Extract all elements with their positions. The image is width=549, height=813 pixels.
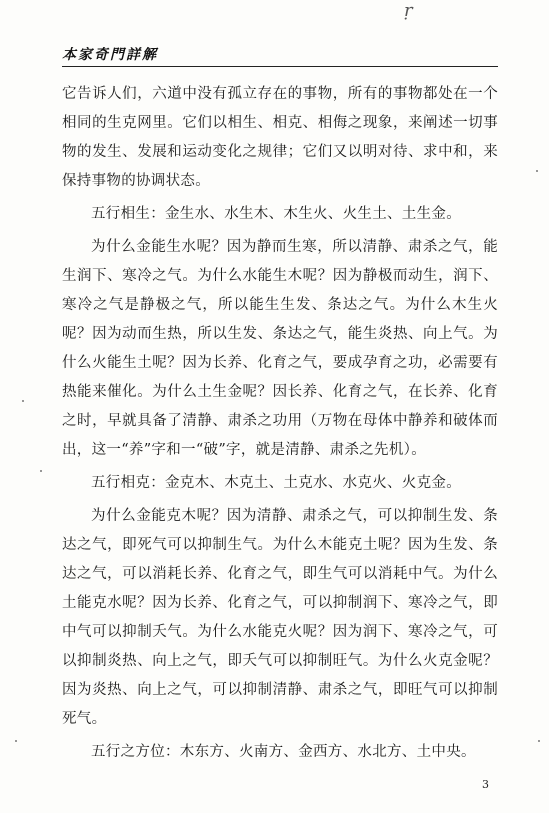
scan-speck: [22, 400, 24, 402]
scan-speck: [538, 740, 540, 742]
paragraph-2: 五行相生：金生水、水生木、木生火、火生土、土生金。: [91, 206, 461, 222]
paragraph-4: 五行相克：金克木、木克土、土克水、水克火、火克金。: [91, 475, 461, 491]
header-divider: [62, 66, 498, 67]
scan-speck: [15, 740, 17, 742]
paragraph-6: 五行之方位：木东方、火南方、金西方、水北方、土中央。: [91, 744, 476, 760]
body-text: [62, 80, 498, 771]
page-number: 3: [482, 778, 489, 791]
scan-speck: [536, 170, 538, 172]
paragraph-1: 它告诉人们，六道中没有孤立存在的事物，所有的事物都处在一个相同的生克网里。它们以相生、相克、相侮之现象，来阐述一切事物的发生、发展和运动变化之规律；它们又以明对待、求中和，来保持事物的协调状态。: [62, 86, 498, 189]
paragraph-5: 为什么金能克木呢？因为清静、肃杀之气，可以抑制生发、条达之气，即死气可以抑制生气。为什么木能克土呢？因为生发、条达之气，可以消耗长养、化育之气，即生气可以消耗中气。为什么土能克水呢？因为长养、化育之气，可以抑制润下、寒冷之气，即中气可以抑制夭气。为什么水能克火呢？因为润下、寒冷之气，可以抑制炎热、向上之气，即夭气可以抑制旺气。为什么火克金呢？因为炎热、向上之气，可以抑制清静、肃杀之气，即旺气可以抑制死气。: [62, 508, 498, 727]
scan-speck: [40, 470, 42, 472]
corner-pencil-mark: ṛ: [404, 0, 413, 21]
paragraph-3: 为什么金能生水呢？因为静而生寒，所以清静、肃杀之气，能生润下、寒冷之气。为什么水能生木呢？因为静极而动生，润下、寒冷之气是静极之气，所以能生生发、条达之气。为什么木生火呢？因为动而生热，所以生发、条达之气，能生炎热、向上气。为什么火能生土呢？因为长养、化育之气，要成孕育之功，必需要有热能来催化。为什么土生金呢？因长养、化育之气，在长养、化育之时，早就具备了清静、肃杀之功用（万物在母体中静养和破体而出，这一“养”字和一“破”字，就是清静、肃杀之先机）。: [62, 239, 498, 458]
running-header-title: 本家奇門詳解: [62, 47, 158, 63]
